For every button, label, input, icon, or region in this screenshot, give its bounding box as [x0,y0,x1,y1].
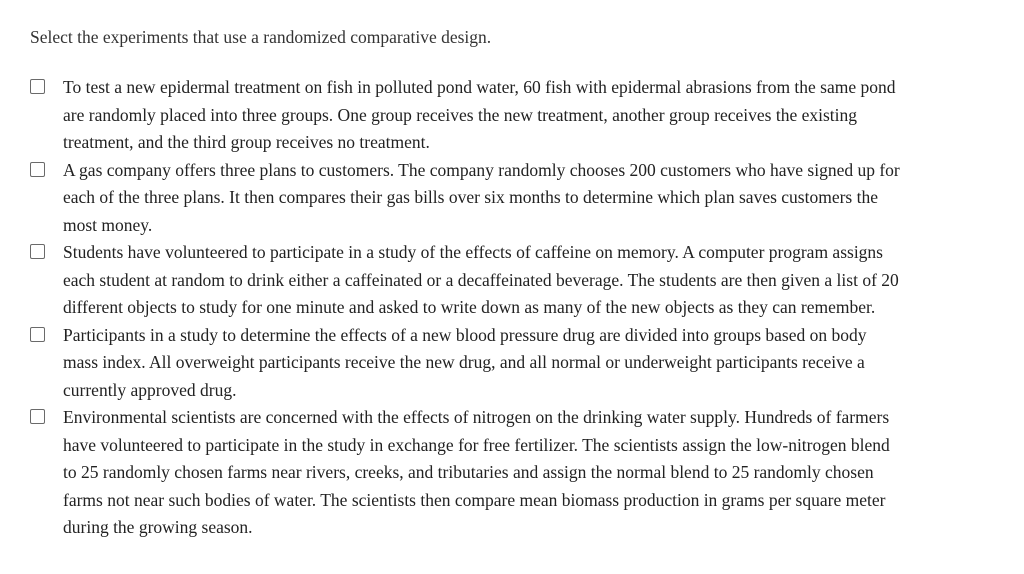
answer-option-text: Environmental scientists are concerned with the effects of nitrogen on the drinking water supply. Hundreds of farmers have volunteered to participate in the study in exchange for free fertilizer. The scientists assign the low-nitrogen blend to 25 randomly chosen farms near rivers, creeks, and tributaries and assign the normal blend to 25 randomly chosen farms not near such bodies of water. The scientists then compare mean biomass production in grams per square meter during the growing season. [63,407,890,537]
answer-option-text: A gas company offers three plans to customers. The company randomly chooses 200 customers who have signed up for each of the three plans. It then compares their gas bills over six months to determine which plan saves customers the most money. [63,159,900,235]
checkbox-4[interactable] [30,327,45,342]
answer-option-text: To test a new epidermal treatment on fish in polluted pond water, 60 fish with epidermal abrasions from the same pond are randomly placed into three groups. One group receives the new treatment, another group receives the existing treatment, and the third group receives no treatment. [63,77,896,152]
answer-option[interactable] [30,404,900,542]
checkbox-3[interactable] [30,244,45,259]
question-prompt: Select the experiments that use a randomized comparative design. [30,27,492,47]
answer-options-list [30,74,900,542]
answer-option[interactable] [30,157,900,240]
answer-option[interactable] [30,74,900,157]
checkbox-2[interactable] [30,162,45,177]
checkbox-5[interactable] [30,409,45,424]
checkbox-1[interactable] [30,79,45,94]
answer-option[interactable] [30,239,900,322]
answer-option-text: Students have volunteered to participate in a study of the effects of caffeine on memory. A computer program assigns each student at random to drink either a caffeinated or a decaffeinated beverage. The students are then given a list of 20 different objects to study for one minute and asked to write down as many of the new objects as they can remember. [63,242,899,317]
answer-option[interactable] [30,322,900,405]
answer-option-text: Participants in a study to determine the effects of a new blood pressure drug are divided into groups based on body mass index. All overweight participants receive the new drug, and all normal or underweight participants receive a currently approved drug. [63,324,867,400]
